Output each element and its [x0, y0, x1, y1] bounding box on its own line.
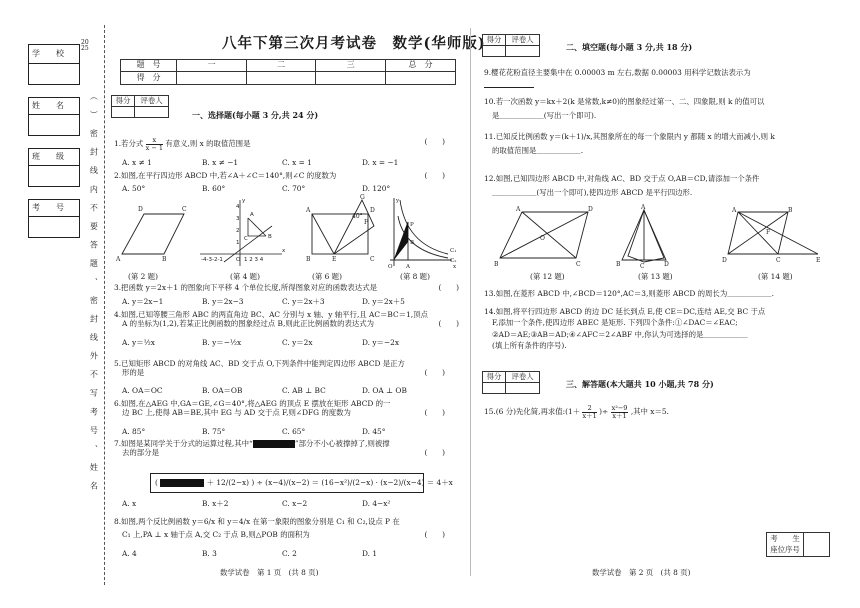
score-header-3: 三 [316, 60, 386, 72]
q15-fraction-2 [611, 405, 629, 419]
q1-option-b[interactable]: B. x ≠ −1 [202, 158, 239, 167]
grader-score-label: 得分 [112, 96, 135, 107]
svg-text:x: x [282, 248, 286, 254]
q3-option-c[interactable]: C. y＝2x＋3 [282, 297, 325, 306]
score-header-label: 题 号 [121, 60, 177, 72]
q7-option-d[interactable]: D. 4−x² [362, 499, 391, 508]
q8-line2: C₁ 上,PA ⊥ x 轴于点 A,交 C₂ 于点 B,则△POB 的面积为 [122, 530, 310, 540]
grader2-name-cell[interactable] [506, 46, 540, 57]
q8-option-a[interactable]: A. 4 [122, 549, 137, 558]
q5-answer-paren[interactable]: ( ) [424, 368, 445, 378]
svg-text:C: C [370, 256, 375, 263]
name-field-blank[interactable] [28, 115, 80, 136]
exam-number-field[interactable]: 考 号 [28, 199, 80, 217]
fig2-label-b: B [162, 256, 167, 263]
q2-option-c[interactable]: C. 70° [282, 184, 306, 193]
q1-option-a[interactable]: A. x ≠ 1 [122, 158, 152, 167]
q1-den: x − 1 [145, 143, 163, 152]
q6-option-c[interactable]: C. 65° [282, 427, 306, 436]
q5-option-a[interactable]: A. OA＝OC [122, 386, 163, 395]
svg-text:F: F [364, 219, 369, 226]
q3-stem: 3.把函数 y＝2x＋1 的图象向下平移 4 个单位长度,所得图象对应的函数表达式是 [114, 283, 377, 292]
q1-fraction [146, 137, 163, 151]
q7-formula-box: ( ＋ 12/(2−x) ) ÷ (x−4)/(x−2) ＝ (16−x²)/(2−x) · (x−2)/(x−4) ＝ 4＋x [150, 473, 424, 493]
fig-caption-q8: (第 8 题) [400, 272, 430, 281]
svg-text:A: A [732, 207, 737, 214]
seat-label [767, 533, 804, 557]
q7-redacted-block [253, 440, 295, 448]
class-field[interactable]: 班 级 [28, 148, 80, 166]
svg-text:C₁: C₁ [450, 248, 457, 254]
q11-line1: 11.已知反比例函数 y＝(k＋1)/x,其图象所在的每一个象限内 y 都随 x 的增大而减小,则 k [484, 132, 775, 141]
fig2-label-a: A [116, 256, 121, 263]
fig-caption-q12: (第 12 题) [530, 272, 565, 281]
svg-text:A: A [516, 206, 521, 213]
figure-q14-parallelogram [728, 212, 818, 254]
seat-label-line2: 座位序号 [770, 544, 800, 554]
question-14 [484, 306, 834, 352]
q15-post: ,其中 x＝5. [630, 407, 669, 416]
grader3-score-label: 得分 [483, 372, 506, 383]
seal-instruction: （ ） 密 封 线 内 不 要 答 题 、 密 封 线 外 不 写 考 号 、 姓 名 [89, 92, 99, 494]
svg-text:1 2 3 4: 1 2 3 4 [244, 257, 264, 263]
q7-line2: 去的部分是 [122, 448, 159, 458]
grader-score-cell[interactable] [112, 107, 135, 118]
svg-text:G: G [360, 194, 365, 201]
figure-q6-rectangle [312, 200, 374, 254]
fig-caption-q14: (第 14 题) [758, 272, 793, 281]
svg-text:A: A [406, 264, 410, 270]
svg-text:40°: 40° [352, 213, 363, 220]
svg-text:B: B [268, 234, 272, 240]
svg-text:B: B [788, 207, 793, 214]
q7-options [122, 499, 442, 508]
question-9 [484, 68, 834, 91]
svg-text:A: A [250, 212, 254, 218]
q15-mid: )÷ [599, 407, 609, 416]
q3-option-b[interactable]: B. y＝2x−3 [202, 297, 244, 306]
fig2-label-c: C [182, 206, 187, 213]
figure-q2-parallelogram [122, 214, 184, 254]
svg-text:3: 3 [236, 216, 240, 222]
q3-option-d[interactable]: D. y＝2x＋5 [362, 297, 405, 306]
svg-text:O: O [236, 257, 241, 263]
q15-f2-num: x²−9 [611, 404, 628, 412]
q10-line1: 10.若一次函数 y＝kx＋2(k 是常数,k≠0)的图象经过第一、二、四象限,则 k 的值可以 [484, 97, 765, 106]
svg-text:B: B [494, 261, 499, 268]
q1-stem: 有意义,则 x 的取值范围是 [165, 139, 251, 148]
q3-answer-paren[interactable]: ( ) [438, 283, 459, 292]
q14-line1: 14.如图,将平行四边形 ABCD 的边 DC 延长到点 E,使 CE＝DC,连结 AE,交 BC 于点 [484, 307, 766, 316]
q7-line1b: ”部分不小心被撑掉了,则被撑 [294, 439, 390, 448]
question-12 [484, 174, 834, 198]
svg-text:D: D [722, 257, 727, 264]
question-8 [114, 517, 459, 540]
question-13[interactable]: 13.如图,在菱形 ABCD 中,∠BCD＝120°,AC＝3,则菱形 ABCD 的周长为＿＿＿＿＿＿. [484, 289, 774, 298]
svg-text:1: 1 [236, 240, 240, 246]
q6-option-d[interactable]: D. 45° [362, 427, 386, 436]
fig-caption-q4: (第 4 题) [230, 272, 260, 281]
q7-formula-redacted [160, 479, 204, 487]
q7-formula: ＋ 12/(2−x) ) ÷ (x−4)/(x−2) ＝ (16−x²)/(2−x) · (x−2)/(x−4) ＝ 4＋x [206, 478, 453, 487]
question-10 [484, 97, 834, 121]
svg-text:E: E [816, 257, 821, 264]
q4-line2: A 的坐标为(1,2),若某正比例函数的图象经过点 B,则此正比例函数的表达式为 [122, 319, 375, 329]
svg-text:O: O [540, 235, 545, 242]
seat-number-cell[interactable] [804, 533, 830, 557]
svg-text:-4-3-2-1: -4-3-2-1 [201, 257, 223, 263]
q1-options [122, 158, 442, 167]
q10-line2[interactable]: 是＿＿＿＿＿＿(写出一个即可). [492, 111, 597, 121]
q12-line2[interactable]: ＿＿＿＿＿＿(写出一个即可),使四边形 ABCD 是平行四边形. [492, 188, 693, 198]
q2-option-d[interactable]: D. 120° [362, 184, 391, 193]
grader3-name-cell[interactable] [506, 383, 540, 394]
footer-page-2: 数学试卷 第 2 页 (共 8 页) [592, 568, 691, 577]
q4-option-c[interactable]: C. y＝2x [282, 338, 313, 347]
q8-options [122, 549, 442, 558]
seal-line [104, 25, 105, 585]
q1-prefix: 1.若分式 [114, 139, 144, 148]
figures-row-right [488, 204, 828, 268]
q6-option-b[interactable]: B. 75° [202, 427, 226, 436]
question-3 [114, 283, 459, 292]
q15-f1-num: 2 [582, 405, 596, 413]
question-15 [484, 405, 834, 419]
q4-option-b[interactable]: B. y＝−½x [202, 338, 242, 347]
score-row-label: 得 分 [121, 72, 177, 85]
svg-text:C: C [244, 236, 248, 242]
q5-line2: 形的是 [122, 368, 145, 378]
question-1 [114, 137, 459, 151]
q8-option-b[interactable]: B. 3 [202, 549, 217, 558]
svg-text:E: E [332, 256, 337, 263]
exam-number-field-blank[interactable] [28, 217, 80, 238]
score-header-2: 二 [246, 60, 316, 72]
score-header-total: 总 分 [386, 60, 456, 72]
school-field-blank[interactable] [28, 64, 80, 85]
grader2-name-label: 评卷人 [506, 35, 540, 46]
q8-option-d[interactable]: D. 1 [362, 549, 378, 558]
score-cell-3[interactable] [316, 72, 386, 85]
q5-options [122, 386, 442, 395]
q11-line2[interactable]: 的取值范围是＿＿＿＿＿＿. [492, 146, 584, 156]
q3-option-a[interactable]: A. y＝2x−1 [122, 297, 164, 306]
svg-text:A: A [306, 207, 311, 214]
fig-caption-q13: (第 13 题) [638, 272, 673, 281]
grader3-score-cell[interactable] [483, 383, 506, 394]
q8-option-c[interactable]: C. 2 [282, 549, 297, 558]
grader3-name-label: 评卷人 [506, 372, 540, 383]
q1-num: x [146, 137, 163, 145]
exam-title: 八年下第三次月考试卷 数学(华师版) [222, 35, 486, 52]
q4-options [122, 338, 442, 347]
q1-option-c[interactable]: C. x = 1 [282, 158, 312, 167]
section3-heading: 三、解答题(本大题共 10 小题,共 78 分) [566, 379, 714, 389]
svg-text:D: D [588, 206, 593, 213]
svg-text:B: B [306, 256, 311, 263]
q6-options [122, 427, 442, 436]
q7-option-b[interactable]: B. x＋2 [202, 499, 229, 508]
question-4 [114, 310, 459, 329]
svg-text:F: F [766, 229, 771, 236]
q2-options [122, 184, 442, 193]
seat-number-box [766, 532, 830, 557]
q7-answer-paren[interactable]: ( ) [424, 448, 445, 458]
q5-option-c[interactable]: C. AB ⊥ BC [282, 386, 326, 395]
q1-option-d[interactable]: D. x = −1 [362, 158, 399, 167]
q2-option-a[interactable]: A. 50° [122, 184, 146, 193]
page-divider [470, 28, 471, 576]
q14-line2: F,添加一个条件,使四边形 ABEC 是矩形. 下列四个条件:①∠DAC＝∠EAC; [492, 318, 738, 328]
svg-text:C: C [576, 261, 581, 268]
score-cell-1[interactable] [177, 72, 247, 85]
grader-box-3 [482, 371, 540, 394]
q15-f2-den: x＋1 [612, 411, 627, 420]
q5-option-b[interactable]: B. OA＝OB [202, 386, 243, 395]
q5-option-d[interactable]: D. OA ⊥ OB [362, 386, 407, 395]
year-vertical: 2025 [81, 39, 89, 52]
fig-caption-q2: (第 2 题) [128, 272, 158, 281]
section2-heading: 二、填空题(每小题 3 分,共 18 分) [566, 42, 693, 52]
grader-box-2 [482, 34, 540, 57]
svg-text:2: 2 [236, 228, 240, 234]
q2-option-b[interactable]: B. 60° [202, 184, 226, 193]
q9-answer-blank[interactable] [484, 77, 534, 88]
question-2 [114, 171, 459, 180]
svg-text:C: C [640, 263, 645, 270]
score-cell-total[interactable] [386, 72, 456, 85]
q4-option-a[interactable]: A. y＝½x [122, 338, 155, 347]
score-table [120, 59, 456, 85]
section1-heading: 一、选择题(每小题 3 分,共 24 分) [192, 110, 319, 120]
q5-line1: 5.已知矩形 ABCD 的对角线 AC、BD 交于点 O,下列条件中能判定四边形 ABCD 是正方 [114, 359, 405, 368]
q6-option-a[interactable]: A. 85° [122, 427, 146, 436]
q4-option-d[interactable]: D. y＝−2x [362, 338, 399, 347]
figure-q13-rhombus [622, 210, 666, 262]
name-field[interactable]: 姓 名 [28, 97, 80, 115]
figures-row-left [112, 196, 462, 276]
grader-box-1 [111, 95, 169, 118]
student-info-panel [28, 44, 80, 238]
question-11 [484, 132, 834, 156]
q7-option-a[interactable]: A. x [122, 499, 137, 508]
svg-text:D: D [664, 261, 669, 268]
q15-fraction-1 [582, 405, 596, 419]
svg-text:D: D [370, 207, 375, 214]
q7-line1: 7.如图是某同学关于分式的运算过程,其中“ [114, 439, 253, 448]
grader-name-label: 评卷人 [135, 96, 169, 107]
grader2-score-cell[interactable] [483, 46, 506, 57]
svg-text:C: C [776, 257, 781, 264]
q1-answer-paren[interactable]: ( ) [424, 137, 445, 146]
svg-text:x: x [453, 264, 457, 270]
score-cell-2[interactable] [246, 72, 316, 85]
footer-page-1: 数学试卷 第 1 页 (共 8 页) [220, 568, 319, 577]
q4-answer-paren[interactable]: ( ) [438, 319, 459, 329]
svg-text:B: B [616, 261, 621, 268]
q2-answer-paren[interactable]: ( ) [424, 171, 445, 180]
svg-text:C₂: C₂ [450, 258, 457, 264]
svg-text:P: P [410, 222, 414, 228]
svg-text:y: y [242, 198, 246, 204]
grader2-score-label: 得分 [483, 35, 506, 46]
grader-name-cell[interactable] [135, 107, 169, 118]
fig-caption-q6: (第 6 题) [312, 272, 342, 281]
svg-text:A: A [641, 204, 646, 211]
q14-line3[interactable]: ②AD＝AE;③AB＝AD;④∠AFC＝2∠ABF 中,你认为可选择的是＿＿＿＿＿＿ [492, 329, 748, 339]
figure-q8-reciprocal [390, 198, 452, 266]
school-field[interactable]: 学 校 [28, 44, 80, 64]
svg-text:O: O [388, 264, 393, 270]
q14-line4: (填上所有条件的序号). [492, 341, 567, 351]
q2-stem: 2.如图,在平行四边形 ABCD 中,若∠A＋∠C＝140°,则∠C 的度数为 [114, 171, 337, 180]
svg-text:4: 4 [236, 204, 240, 210]
q9-stem: 9.樱花花粉直径主要集中在 0.00003 m 左右,数据 0.00003 用科学记数法表示为 [484, 68, 751, 77]
fig2-label-d: D [138, 206, 143, 213]
score-header-1: 一 [177, 60, 247, 72]
seat-label-line1: 考 生 [770, 534, 800, 544]
q6-line2: 边 BC 上,使得 AB＝BE,其中 EG 与 AD 交于点 F,则∠DFG 的度数为 [122, 408, 351, 418]
svg-text:B: B [410, 240, 415, 246]
q15-prefix: 15.(6 分)先化简,再求值:(1＋ [484, 407, 581, 416]
question-5 [114, 359, 459, 378]
q6-line1: 6.如图,在△AEG 中,GA＝GE,∠G＝40°,将△AEG 的顶点 E 摆放在矩形 ABCD 的一 [114, 399, 391, 408]
q7-option-c[interactable]: C. x−2 [282, 499, 308, 508]
svg-text:y: y [396, 198, 400, 204]
q3-options [122, 297, 442, 306]
q15-f1-den: x＋1 [582, 411, 597, 420]
question-6 [114, 399, 459, 418]
question-7 [114, 439, 459, 458]
q4-line1: 4.如图,已知等腰三角形 ABC 的两直角边 BC、AC 分别与 x 轴、y 轴平行,且 AC＝BC＝1,顶点 [114, 310, 428, 319]
q12-line1: 12.如图,已知四边形 ABCD 中,对角线 AC、BD 交于点 O,AB＝CD,请添加一个条件 [484, 174, 760, 183]
class-field-blank[interactable] [28, 166, 80, 187]
q8-line1: 8.如图,两个反比例函数 y＝6/x 和 y＝4/x 在第一象限的图象分别是 C₁ 和 C₂,设点 P 在 [114, 517, 400, 526]
q8-answer-paren[interactable]: ( ) [424, 530, 445, 540]
q6-answer-paren[interactable]: ( ) [424, 408, 445, 418]
